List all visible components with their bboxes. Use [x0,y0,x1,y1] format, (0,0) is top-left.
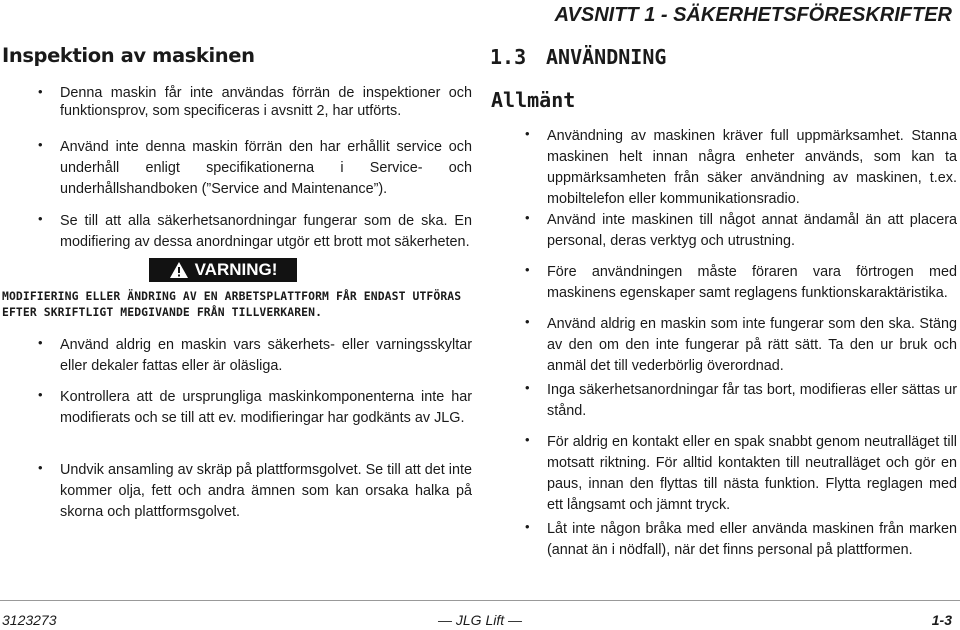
bullet-icon: • [525,519,530,534]
inspection-list-top [38,84,472,253]
footer-page-number: 1-3 [931,612,952,628]
list-item: • Använd aldrig en maskin som inte fungerar som den ska. Stäng av den om den inte fungerar på rätt sätt. Ta den ur bruk och anmäl det till vederbörlig överordnad. [525,314,957,374]
footer-divider [0,600,960,601]
footer-doc-number: 3123273 [2,612,57,628]
list-item: • Före användningen måste föraren vara förtrogen med maskinens egenskaper samt reglagens funktionskaraktäristika. [525,262,957,301]
list-item: • Kontrollera att de ursprungliga maskinkomponenterna inte har modifierats och se till att ev. modifieringar har godkänts av JLG. [38,387,472,426]
list-item: • Inga säkerhetsanordningar får tas bort, modifieras eller sättas ur stånd. [525,380,957,419]
warning-banner [149,258,297,282]
section-title: ANVÄNDNING [546,45,667,69]
list-item: • För aldrig en kontakt eller en spak snabbt genom neutralläget till motsatt riktning. För alltid kontakten till neutralläget och gör en paus, innan den flyttas till nästa funktion. Flytta reglagen med ett långsamt och jämnt tryck. [525,432,957,513]
bullet-icon: • [525,432,530,447]
page-header-title: AVSNITT 1 - SÄKERHETSFÖRESKRIFTER [554,4,952,26]
usage-list [525,126,957,561]
list-item: • Låt inte någon bråka med eller använda maskinen från marken (annat än i nödfall), när det finns personal på plattformen. [525,519,957,558]
section-heading-inspection: Inspektion av maskinen [2,44,255,67]
list-item: • Använd inte maskinen till något annat ändamål än att placera personal, deras verktyg och utrustning. [525,210,957,249]
bullet-icon: • [38,84,43,99]
bullet-icon: • [525,210,530,225]
footer-center-text: — JLG Lift — [437,612,523,628]
bullet-icon: • [525,380,530,395]
list-item: • Undvik ansamling av skräp på plattformsgolvet. Se till att det inte kommer olja, fett och andra ämnen som kan orsaka halka på skorna och plattformsgolvet. [38,460,472,520]
section-number: 1.3 [490,45,527,69]
warning-text-line-1: MODIFIERING ELLER ÄNDRING AV EN ARBETSPLATTFORM FÅR ENDAST UTFÖRAS [2,289,462,303]
warning-label: VARNING! [194,260,278,279]
bullet-icon: • [525,262,530,277]
list-item: • Se till att alla säkerhetsanordningar fungerar som de ska. En modifiering av dessa anordningar utgör ett brott mot säkerheten. [38,211,472,250]
bullet-icon: • [38,211,43,226]
list-item: • Användning av maskinen kräver full uppmärksamhet. Stanna maskinen helt innan några enheter används, som kan ta uppmärksamheten från säker användning av maskinen, t.ex. mobiltelefon eller kommunikationsradio. [525,126,957,207]
warning-text-line-2: EFTER SKRIFTLIGT MEDGIVANDE FRÅN TILLVERKAREN. [2,305,323,319]
bullet-icon: • [38,460,43,475]
bullet-icon: • [38,335,43,350]
list-item: • Använd inte denna maskin förrän den har erhållit service och underhåll enligt specifikationerna i Service- och underhållshandboken (”Service and Maintenance”). [38,137,472,197]
bullet-icon: • [38,137,43,152]
warning-triangle-icon [169,261,189,279]
bullet-icon: • [525,126,530,141]
list-item: • Denna maskin får inte användas förrän de inspektioner och funktionsprov, som specificeras i avsnitt 2, har utförts. [38,84,472,119]
list-item: • Använd aldrig en maskin vars säkerhets- eller varningsskyltar eller dekaler fattas eller är oläsliga. [38,335,472,374]
inspection-list-bottom [38,335,472,523]
subheading-general: Allmänt [491,88,576,112]
bullet-icon: • [38,387,43,402]
bullet-icon: • [525,314,530,329]
